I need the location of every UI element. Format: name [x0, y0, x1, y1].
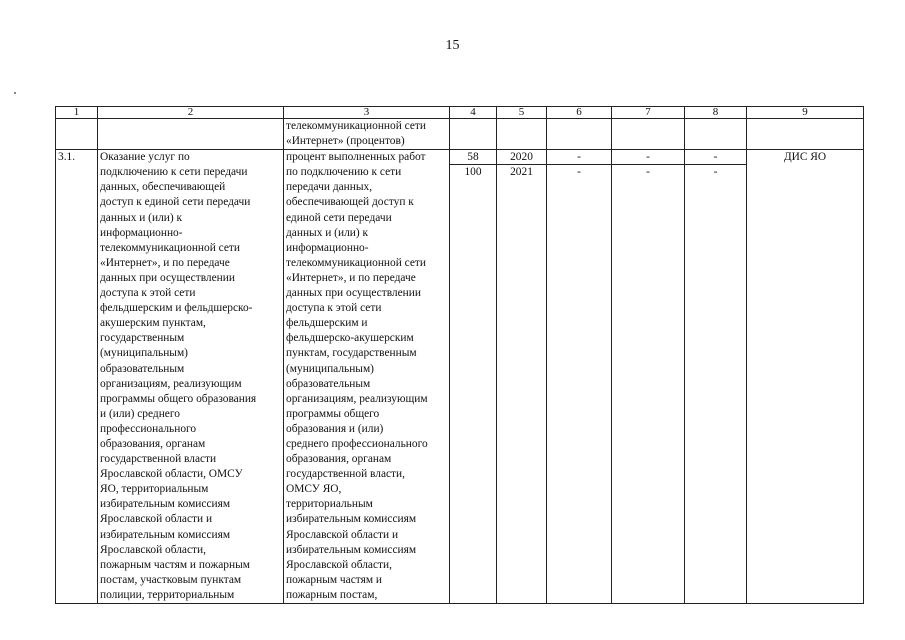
continuation-cell-empty [547, 119, 612, 150]
year-col-5 [497, 150, 547, 604]
header-cell-6: 6 [547, 107, 612, 119]
header-cell-7: 7 [612, 107, 685, 119]
value-col-7 [612, 150, 685, 604]
col7-2020: - [612, 150, 684, 165]
continuation-cell-empty [685, 119, 747, 150]
continuation-indicator: телекоммуникационной сети «Интернет» (процентов) [284, 119, 450, 150]
header-cell-4: 4 [450, 107, 497, 119]
col8-2020: - [685, 150, 746, 165]
year-2021: 2021 [510, 166, 533, 179]
header-cell-8: 8 [685, 107, 747, 119]
value-2021: 100 [464, 166, 482, 179]
executor: ДИС ЯО [747, 150, 864, 604]
header-cell-2: 2 [98, 107, 284, 119]
continuation-cell-empty [497, 119, 547, 150]
header-cell-5: 5 [497, 107, 547, 119]
continuation-row [56, 119, 864, 150]
col8-2021: - [713, 166, 718, 179]
continuation-cell-empty [612, 119, 685, 150]
continuation-cell-empty [747, 119, 864, 150]
value-2020: 58 [450, 150, 496, 165]
value-col-8 [685, 150, 747, 604]
value-col-6 [547, 150, 612, 604]
row-number: 3.1. [56, 150, 98, 604]
col6-2021: - [577, 166, 581, 179]
year-2020: 2020 [497, 150, 546, 165]
page-number: 15 [445, 38, 460, 53]
header-cell-9: 9 [747, 107, 864, 119]
header-cell-3: 3 [284, 107, 450, 119]
continuation-cell-empty [450, 119, 497, 150]
indicator-description: процент выполненных работ по подключению к сети передачи данных, обеспечивающей доступ к единой сети передачи данных и (или) к информационно- телекоммуникационной сети «Интернет», и по передаче данных при осуществлении доступа к этой сети фельдшерским и фельдшерско-акушерским пунктам, государственным (муниципальным) образовательным организациям, реализующим программы общего образования и (или) среднего профессионального образования, органам государственной власти, ОМСУ ЯО, территориальным избирательным комиссиям Ярославской области и избирательным комиссиям Ярославской области, пожарным частям и пожарным постам, [284, 150, 450, 604]
header-cell-1: 1 [56, 107, 98, 119]
table-row [56, 150, 864, 604]
value-col-4 [450, 150, 497, 604]
col6-2020: - [547, 150, 611, 165]
header-row [56, 107, 864, 119]
program-table [55, 106, 864, 604]
continuation-cell-empty [98, 119, 284, 150]
scan-artifact [14, 92, 16, 94]
service-description: Оказание услуг по подключению к сети передачи данных, обеспечивающей доступ к единой сети передачи данных и (или) к информационно- телекоммуникационной сети «Интернет», и по передаче данных при осуществлении доступа к этой сети фельдшерским и фельдшерско- акушерским пунктам, государственным (муниципальным) образовательным организациям, реализующим программы общего образования и (или) среднего профессионального образования, органам государственной власти Ярославской области, ОМСУ ЯО, территориальным избирательным комиссиям Ярославской области и избирательным комиссиям Ярославской области, пожарным частям и пожарным постам, участковым пунктам полиции, территориальным [98, 150, 284, 604]
col7-2021: - [646, 166, 650, 179]
continuation-cell-empty [56, 119, 98, 150]
